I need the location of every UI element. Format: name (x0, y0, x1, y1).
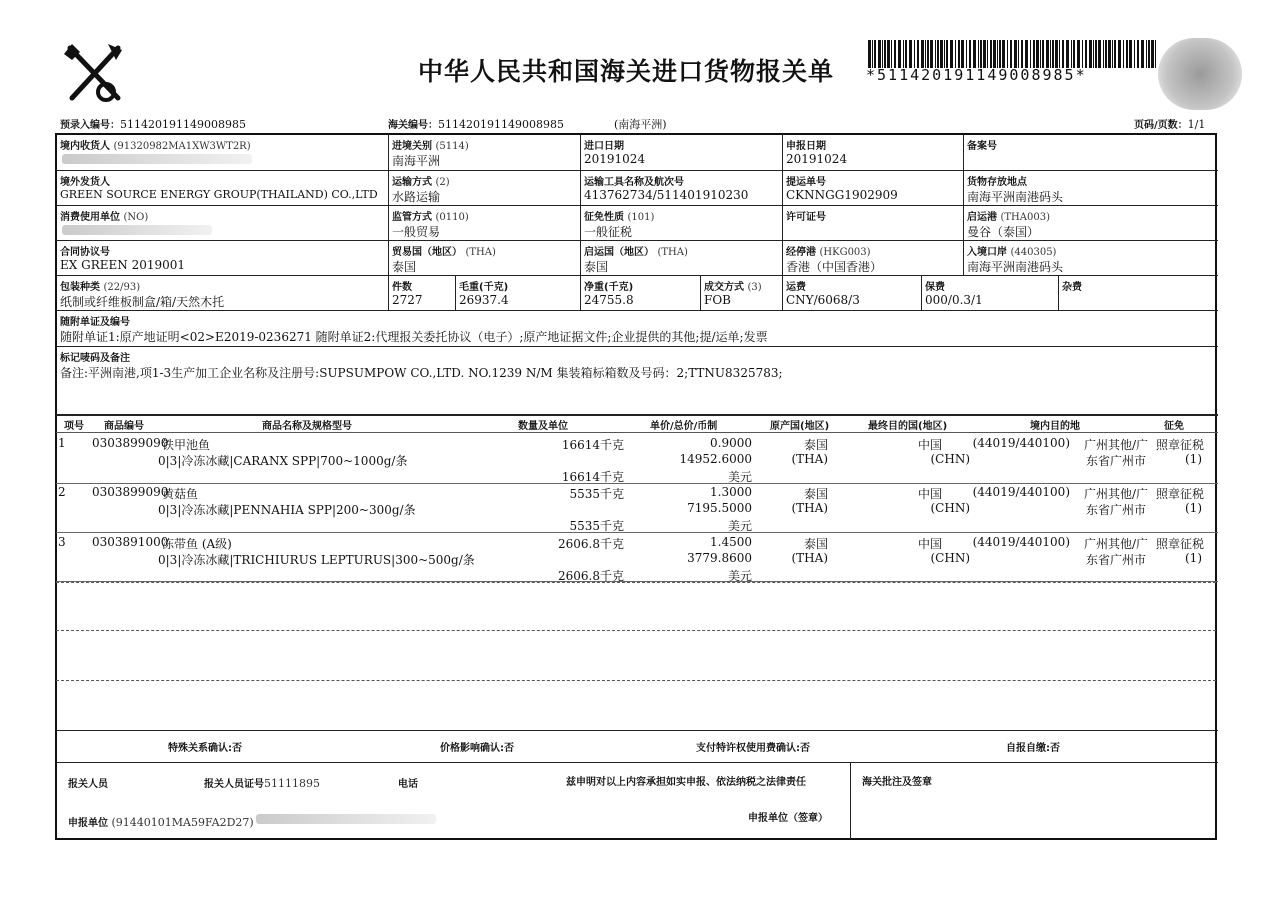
goods-domestic-code: (44019/440100) (972, 535, 1070, 549)
col-qty: 数量及单位 (518, 421, 568, 432)
goods-row-divider (56, 483, 1218, 484)
goods-unit-price: 1.4500 (710, 535, 752, 549)
goods-qty-legal: 5535千克 (569, 519, 624, 533)
goods-levy-code: (1) (1185, 551, 1202, 565)
col-origin: 原产国(地区) (770, 421, 830, 432)
redacted-declarer-unit (256, 814, 436, 824)
departure-port-label: 启运港 (THA003) (967, 212, 1050, 223)
goods-total-price: 14952.6000 (679, 452, 752, 466)
col-name: 商品名称及规格型号 (262, 421, 352, 432)
customs-number: 海关编号：511420191149008985 (388, 118, 564, 131)
goods-row-divider (56, 532, 1218, 533)
record-no-label: 备案号 (967, 141, 997, 152)
goods-currency: 美元 (727, 519, 752, 533)
col-code: 商品编号 (104, 421, 144, 432)
goods-location-label: 货物存放地点 (967, 177, 1027, 188)
docs-value: 随附单证1:原产地证明<02>E2019-0236271 随附单证2:代理报关委托协议（电子）;原产地证据文件;企业提供的其他;提/运单;发票 (60, 330, 768, 344)
goods-dest-code: (CHN) (930, 501, 970, 515)
goods-unit-price: 0.9000 (710, 436, 752, 450)
goods-origin: 泰国 (803, 537, 828, 551)
goods-domestic-2: 东省广州市 (1085, 454, 1146, 468)
contract-no-value: EX GREEN 2019001 (60, 258, 186, 272)
goods-unit-price: 1.3000 (710, 485, 752, 499)
levy-nature-label: 征免性质 (101) (584, 212, 655, 223)
goods-levy: 照章征税 (1155, 487, 1204, 501)
goods-origin-code: (THA) (791, 551, 828, 565)
goods-levy-code: (1) (1185, 501, 1202, 515)
customs-emblem-icon (60, 40, 128, 108)
consignor-label: 境外发货人 (60, 177, 110, 188)
col-item: 项号 (64, 421, 84, 432)
col-dest: 最终目的国(地区) (868, 421, 948, 432)
goods-origin: 泰国 (803, 487, 828, 501)
package-type-label: 包装种类 (22/93) (60, 282, 141, 293)
vessel-label: 运输工具名称及航次号 (584, 177, 684, 188)
col-price: 单价/总价/币制 (650, 421, 718, 432)
entry-customs-label: 进境关别 (5114) (392, 141, 469, 152)
gross-weight-value: 26937.4 (459, 293, 509, 307)
pieces-label: 件数 (392, 282, 412, 293)
goods-code: 0303891000 (92, 535, 169, 549)
barcode-text: *511420191149008985* (866, 66, 1087, 84)
deal-mode-value: FOB (704, 293, 731, 307)
goods-name: 冻带鱼 (A级) (162, 537, 232, 551)
supervision-label: 监管方式 (0110) (392, 212, 469, 223)
goods-item-no: 3 (58, 535, 66, 549)
goods-qty-legal: 2606.8千克 (558, 569, 624, 583)
origin-country-label: 启运国（地区） (THA) (584, 247, 688, 258)
redacted-consignee (62, 154, 252, 164)
departure-port-value: 曼谷（泰国） (967, 225, 1040, 239)
goods-name: 黄菇鱼 (162, 487, 199, 501)
goods-currency: 美元 (727, 569, 752, 583)
customs-remarks-label: 海关批注及签章 (862, 777, 932, 788)
goods-domestic-1: 广州其他/广 (1083, 487, 1148, 501)
goods-item-no: 1 (58, 436, 66, 450)
goods-dest: 中国 (917, 438, 942, 452)
import-date-label: 进口日期 (584, 141, 624, 152)
transit-port-value: 香港（中国香港） (786, 260, 883, 274)
goods-levy: 照章征税 (1155, 537, 1204, 551)
goods-code: 0303899090 (92, 485, 169, 499)
goods-origin-code: (THA) (791, 452, 828, 466)
redacted-consumer (62, 225, 212, 235)
vessel-value: 413762734/511401910230 (584, 188, 749, 202)
bill-no-label: 提运单号 (786, 177, 826, 188)
declare-date-label: 申报日期 (786, 141, 826, 152)
goods-currency: 美元 (727, 470, 752, 484)
customs-office: (南海平洲) (614, 118, 667, 131)
consignor-value: GREEN SOURCE ENERGY GROUP(THAILAND) CO.,LTD (60, 188, 378, 201)
marks-value: 备注:平洲南港,项1-3生产加工企业名称及注册号:SUPSUMPOW CO.,LTD. NO.1239 N/M 集装箱标箱数及号码：2;TTNU8325783; (60, 366, 783, 380)
insurance-value: 000/0.3/1 (925, 293, 983, 307)
origin-country-value: 泰国 (584, 260, 609, 274)
goods-spec: 0|3|冷冻冰藏|TRICHIURUS LEPTURUS|300~500g/条 (158, 553, 475, 567)
goods-dest-code: (CHN) (930, 452, 970, 466)
goods-domestic-2: 东省广州市 (1085, 503, 1146, 517)
special-relation-confirm: 特殊关系确认:否 (168, 743, 242, 754)
consumer-label: 消费使用单位 (NO) (60, 212, 149, 223)
price-impact-confirm: 价格影响确认:否 (440, 743, 514, 754)
goods-spec: 0|3|冷冻冰藏|CARANX SPP|700~1000g/条 (158, 454, 408, 468)
goods-domestic-code: (44019/440100) (972, 485, 1070, 499)
gross-weight-label: 毛重(千克) (459, 282, 509, 293)
goods-domestic-1: 广州其他/广 (1083, 537, 1148, 551)
trade-country-value: 泰国 (392, 260, 417, 274)
levy-nature-value: 一般征税 (584, 225, 633, 239)
goods-levy: 照章征税 (1155, 438, 1204, 452)
import-date-value: 20191024 (584, 152, 646, 166)
form-title: 中华人民共和国海关进口货物报关单 (418, 57, 835, 86)
marks-label: 标记唛码及备注 (60, 353, 130, 364)
consignee-label: 境内收货人 (91320982MA1XW3WT2R) (60, 141, 251, 152)
transit-port-label: 经停港 (HKG003) (786, 247, 871, 258)
entry-customs-value: 南海平洲 (392, 154, 441, 168)
contract-no-label: 合同协议号 (60, 247, 110, 258)
goods-domestic-code: (44019/440100) (972, 436, 1070, 450)
col-levy: 征免 (1164, 421, 1184, 432)
docs-label: 随附单证及编号 (60, 317, 130, 328)
declarer-unit: 申报单位 (91440101MA59FA2D27) (68, 816, 254, 829)
goods-spec: 0|3|冷冻冰藏|PENNAHIA SPP|200~300g/条 (158, 503, 416, 517)
transport-mode-value: 水路运输 (392, 190, 441, 204)
goods-dest: 中国 (917, 537, 942, 551)
goods-domestic-2: 东省广州市 (1085, 553, 1146, 567)
goods-domestic-1: 广州其他/广 (1083, 438, 1148, 452)
goods-levy-code: (1) (1185, 452, 1202, 466)
blurred-qr-code (1158, 38, 1242, 110)
entry-port-value: 南海平洲南港码头 (967, 260, 1064, 274)
trade-country-label: 贸易国（地区） (THA) (392, 247, 496, 258)
declare-date-value: 20191024 (786, 152, 848, 166)
barcode (868, 40, 1160, 68)
goods-origin: 泰国 (803, 438, 828, 452)
goods-dest: 中国 (917, 487, 942, 501)
goods-origin-code: (THA) (791, 501, 828, 515)
freight-label: 运费 (786, 282, 806, 293)
goods-item-no: 2 (58, 485, 66, 499)
legal-statement: 兹申明对以上内容承担如实申报、依法纳税之法律责任 (566, 777, 806, 788)
goods-qty: 5535千克 (569, 487, 624, 501)
page-count: 页码/页数：1/1 (1134, 118, 1206, 131)
phone-label: 电话 (398, 779, 418, 790)
royalty-confirm: 支付特许权使用费确认:否 (696, 743, 810, 754)
insurance-label: 保费 (925, 282, 945, 293)
pre-entry-number: 预录入编号：511420191149008985 (60, 118, 246, 131)
col-domestic: 境内目的地 (1030, 421, 1080, 432)
net-weight-label: 净重(千克) (584, 282, 634, 293)
self-pay-confirm: 自报自缴:否 (1006, 743, 1060, 754)
declarer-sign-label: 申报单位（签章） (748, 813, 828, 824)
goods-dest-code: (CHN) (930, 551, 970, 565)
entry-port-label: 入境口岸 (440305) (967, 247, 1057, 258)
goods-code: 0303899090 (92, 436, 169, 450)
goods-qty: 16614千克 (561, 438, 624, 452)
supervision-value: 一般贸易 (392, 225, 441, 239)
goods-total-price: 7195.5000 (687, 501, 752, 515)
goods-qty: 2606.8千克 (558, 537, 624, 551)
goods-qty-legal: 16614千克 (561, 470, 624, 484)
declarant-label: 报关人员 (68, 779, 108, 790)
goods-total-price: 3779.8600 (687, 551, 752, 565)
net-weight-value: 24755.8 (584, 293, 634, 307)
deal-mode-label: 成交方式 (3) (704, 282, 762, 293)
misc-fee-label: 杂费 (1062, 282, 1082, 293)
declarant-cert: 报关人员证号51111895 (204, 777, 320, 790)
license-no-label: 许可证号 (786, 212, 826, 223)
freight-value: CNY/6068/3 (786, 293, 860, 307)
goods-location-value: 南海平洲南港码头 (967, 190, 1064, 204)
transport-mode-label: 运输方式 (2) (392, 177, 450, 188)
goods-name: 铁甲池鱼 (162, 438, 211, 452)
pieces-value: 2727 (392, 293, 423, 307)
bill-no-value: CKNNGG1902909 (786, 188, 898, 202)
package-type-value: 纸制或纤维板制盒/箱/天然木托 (60, 295, 225, 309)
